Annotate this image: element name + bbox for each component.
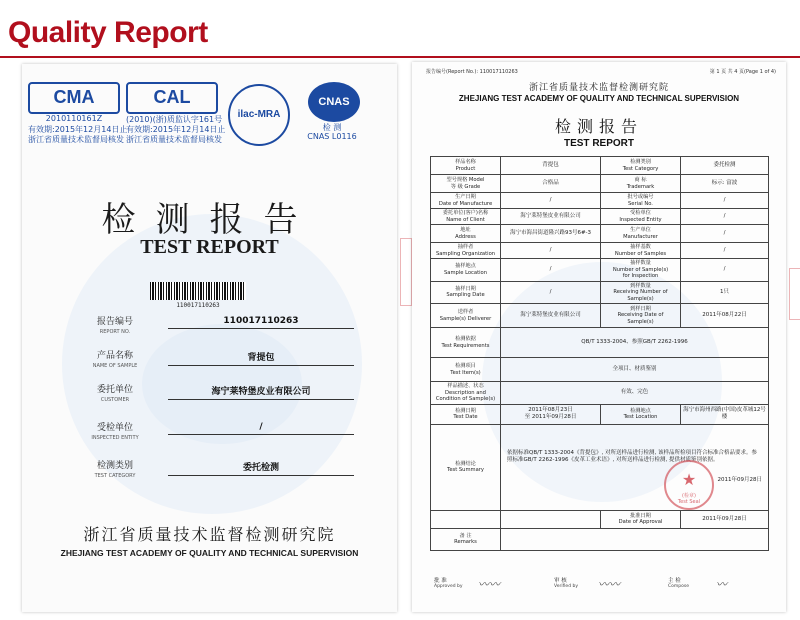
table-cell bbox=[501, 510, 601, 528]
table-cell: 生产单位 Manufacturer bbox=[601, 225, 681, 243]
table-row bbox=[431, 358, 769, 382]
table-row bbox=[431, 225, 769, 243]
table-cell: 批号或编号 Serial No. bbox=[601, 193, 681, 209]
table-cell: 抽样者 Sampling Organization bbox=[431, 243, 501, 259]
cma-logo bbox=[28, 82, 128, 152]
field-label-cn: 委托单位 bbox=[96, 385, 133, 395]
detail-title-cn: 检测报告 bbox=[554, 117, 643, 136]
table-cell bbox=[501, 528, 769, 550]
field-label-cn: 报告编号 bbox=[96, 317, 133, 327]
ilac-mra-logo: ilac-MRA bbox=[228, 84, 290, 146]
sig-label-cn: 主 检 bbox=[668, 578, 681, 584]
cover-title-en: TEST REPORT bbox=[140, 236, 279, 258]
field-customer bbox=[80, 382, 350, 410]
detail-title-en: TEST REPORT bbox=[563, 138, 634, 149]
org-name-en: ZHEJIANG TEST ACADEMY OF QUALITY AND TECHNICAL SUPERVISION bbox=[458, 94, 740, 103]
table-cell: 抽样基数 Number of Samples bbox=[601, 243, 681, 259]
table-cell: 检测地点 Test Location bbox=[601, 404, 681, 424]
cma-line-3: 浙江省质量技术监督局核发 bbox=[28, 135, 124, 144]
cma-badge-text: CMA bbox=[28, 82, 120, 114]
field-value: 110017110263 bbox=[168, 316, 354, 329]
table-row bbox=[431, 528, 769, 550]
table-cell: 2011年08月23日 至 2011年09月28日 bbox=[501, 404, 601, 424]
table-cell: 型号规格 Model 等 级 Grade bbox=[431, 175, 501, 193]
report-detail-page bbox=[412, 62, 786, 612]
table-cell: 海宁市海昌街道隆兴路93号6#-3 bbox=[501, 225, 601, 243]
table-cell: 到样数量 Receiving Number of Sample(s) bbox=[601, 281, 681, 304]
signature-verified bbox=[554, 576, 578, 589]
field-label-en: REPORT NO. bbox=[99, 329, 131, 335]
summary-text: 依据标准QB/T 1333-2004《背提包》, 对所送样品进行检测, 该样品所检项目符合标准合格品要求。参照标准GB/T 2262-1996《皮革工业术语》, 对所送样品进行检测, 提供材质鉴别依据。 bbox=[507, 449, 758, 463]
table-cell bbox=[431, 510, 501, 528]
field-sample-name bbox=[80, 348, 350, 376]
table-row bbox=[431, 259, 769, 282]
field-label-en: INSPECTED ENTITY bbox=[91, 435, 139, 441]
field-value: 背提包 bbox=[168, 350, 354, 366]
table-row bbox=[431, 382, 769, 405]
official-seal bbox=[664, 460, 714, 510]
table-cell: 商 标 Trademark bbox=[601, 175, 681, 193]
table-row bbox=[431, 193, 769, 209]
table-cell: 1只 bbox=[681, 281, 769, 304]
page-edge-stamp bbox=[400, 238, 412, 306]
barcode-number: 110017110263 bbox=[176, 302, 220, 309]
table-cell: / bbox=[501, 281, 601, 304]
field-label-cn: 受检单位 bbox=[96, 423, 133, 433]
table-cell: / bbox=[681, 259, 769, 282]
table-cell: / bbox=[501, 243, 601, 259]
title-divider bbox=[0, 56, 800, 58]
field-value: 委托检测 bbox=[168, 460, 354, 476]
table-cell: 检测类别 Test Category bbox=[601, 157, 681, 175]
page-title: Quality Report bbox=[8, 16, 208, 49]
table-cell: / bbox=[681, 243, 769, 259]
table-cell: 检测项目 Test Item(s) bbox=[431, 358, 501, 382]
cnas-logo bbox=[298, 82, 388, 152]
field-report-no bbox=[80, 314, 350, 342]
certification-logos bbox=[28, 82, 388, 162]
table-cell: 海宁莱特堡皮业有限公司 bbox=[501, 209, 601, 225]
table-cell: 委托单位(客户)名称 Name of Client bbox=[431, 209, 501, 225]
cover-footer-cn: 浙江省质量技术监督检测研究院 bbox=[83, 525, 336, 544]
table-cell: 海宁莱特堡皮业有限公司 bbox=[501, 304, 601, 328]
sig-label-en: Verified by bbox=[554, 584, 579, 589]
table-row bbox=[431, 209, 769, 225]
handwritten-signature: 〰 bbox=[716, 578, 727, 591]
table-cell: 样品描述、状态 Description and Condition of Sample(s) bbox=[431, 382, 501, 405]
page-edge-stamp bbox=[789, 268, 800, 320]
table-cell: / bbox=[501, 193, 601, 209]
table-cell: 标示: 富波 bbox=[681, 175, 769, 193]
field-label-cn: 检测类别 bbox=[96, 461, 133, 471]
table-cell: 受检单位 Inspected Entity bbox=[601, 209, 681, 225]
cal-badge-text: CAL bbox=[126, 82, 218, 114]
table-cell: 全项目、材质鉴别 bbox=[501, 358, 769, 382]
handwritten-signature: 〰〰 bbox=[478, 578, 500, 591]
table-cell: 有效、完色 bbox=[501, 382, 769, 405]
sig-label-en: Approved by bbox=[434, 584, 463, 589]
test-summary-cell bbox=[501, 424, 769, 510]
table-cell: 2011年09月28日 bbox=[681, 510, 769, 528]
summary-date: 2011年09月28日 bbox=[717, 477, 762, 484]
sig-label-en: Compose bbox=[668, 584, 690, 589]
table-row bbox=[431, 243, 769, 259]
report-cover-page bbox=[22, 64, 397, 612]
table-row bbox=[431, 157, 769, 175]
table-cell: 海宁市海州西路(中国)皮革城12号楼 bbox=[681, 404, 769, 424]
field-test-category bbox=[80, 458, 350, 486]
signature-approved bbox=[434, 576, 463, 589]
table-row bbox=[431, 424, 769, 510]
field-label-en: NAME OF SAMPLE bbox=[92, 363, 138, 369]
cnas-line-2: CNAS L0116 bbox=[307, 132, 357, 141]
field-label-en: CUSTOMER bbox=[100, 397, 130, 403]
table-cell: 地址 Address bbox=[431, 225, 501, 243]
table-cell: 到样日期 Receiving Date of Sample(s) bbox=[601, 304, 681, 328]
sig-label-cn: 审 核 bbox=[554, 578, 567, 584]
table-row bbox=[431, 404, 769, 424]
table-cell: / bbox=[681, 193, 769, 209]
table-cell: 检测依据 Test Requirements bbox=[431, 328, 501, 358]
field-inspected-entity bbox=[80, 420, 350, 448]
cma-line-1: 2010110161Z bbox=[45, 114, 103, 123]
signature-compose bbox=[668, 576, 689, 589]
table-cell: 检测结论 Test Summary bbox=[431, 424, 501, 510]
table-cell: 样品名称 Product bbox=[431, 157, 501, 175]
cal-line-1: (2010)(浙)质监认字161号 bbox=[126, 115, 223, 124]
table-cell: 生产日期 Date of Manufacture bbox=[431, 193, 501, 209]
signature-row bbox=[430, 576, 768, 600]
handwritten-signature: 〰〰 bbox=[598, 578, 620, 591]
table-cell: / bbox=[681, 225, 769, 243]
table-cell: / bbox=[501, 259, 601, 282]
table-cell: 合格品 bbox=[501, 175, 601, 193]
cal-logo bbox=[126, 82, 226, 152]
table-row bbox=[431, 175, 769, 193]
field-label-en: TEST CATEGORY bbox=[94, 473, 136, 479]
table-cell: 委托检测 bbox=[681, 157, 769, 175]
table-cell: 抽样地点 Sample Location bbox=[431, 259, 501, 282]
field-label-cn: 产品名称 bbox=[96, 351, 133, 361]
cma-line-2: 有效期:2015年12月14日止 bbox=[28, 125, 128, 134]
table-cell: / bbox=[681, 209, 769, 225]
table-row bbox=[431, 281, 769, 304]
field-value: 海宁莱特堡皮业有限公司 bbox=[168, 384, 354, 400]
seal-star-icon: ★ bbox=[681, 470, 697, 489]
org-name-cn: 浙江省质量技术监督检测研究院 bbox=[528, 83, 669, 93]
page-count-header: 第 1 页 共 4 页(Page 1 of 4) bbox=[709, 69, 776, 75]
sig-label-cn: 批 准 bbox=[434, 578, 447, 584]
cnas-line-1: 检 测 bbox=[322, 123, 342, 132]
field-value: / bbox=[168, 422, 354, 435]
table-cell: 检测日期 Test Date bbox=[431, 404, 501, 424]
cal-line-2: 有效期:2015年12月14日止 bbox=[126, 125, 226, 134]
cover-footer-en: ZHEJIANG TEST ACADEMY OF QUALITY AND TECHNICAL SUPERVISION bbox=[60, 548, 359, 558]
table-row bbox=[431, 304, 769, 328]
table-cell: QB/T 1333-2004、参照GB/T 2262-1996 bbox=[501, 328, 769, 358]
report-number-header: 报告编号(Report No.): 110017110263 bbox=[426, 69, 518, 75]
table-cell: 背提包 bbox=[501, 157, 601, 175]
table-cell: 送样者 Sample(s) Deliverer bbox=[431, 304, 501, 328]
cal-line-3: 浙江省质量技术监督局核发 bbox=[126, 135, 222, 144]
table-row bbox=[431, 510, 769, 528]
table-cell: 抽样数量 Number of Sample(s) for Inspection bbox=[601, 259, 681, 282]
seal-text: (检章) Test Seal bbox=[677, 493, 701, 505]
cnas-badge-text: CNAS bbox=[308, 82, 360, 122]
report-details-table bbox=[430, 156, 769, 551]
table-cell: 批准日期 Date of Approval bbox=[601, 510, 681, 528]
table-cell: 备 注 Remarks bbox=[431, 528, 501, 550]
table-cell: 抽样日期 Sampling Date bbox=[431, 281, 501, 304]
barcode bbox=[150, 282, 246, 300]
table-cell: 2011年08月22日 bbox=[681, 304, 769, 328]
cover-title-cn: 检测报告 bbox=[101, 200, 318, 240]
table-row bbox=[431, 328, 769, 358]
